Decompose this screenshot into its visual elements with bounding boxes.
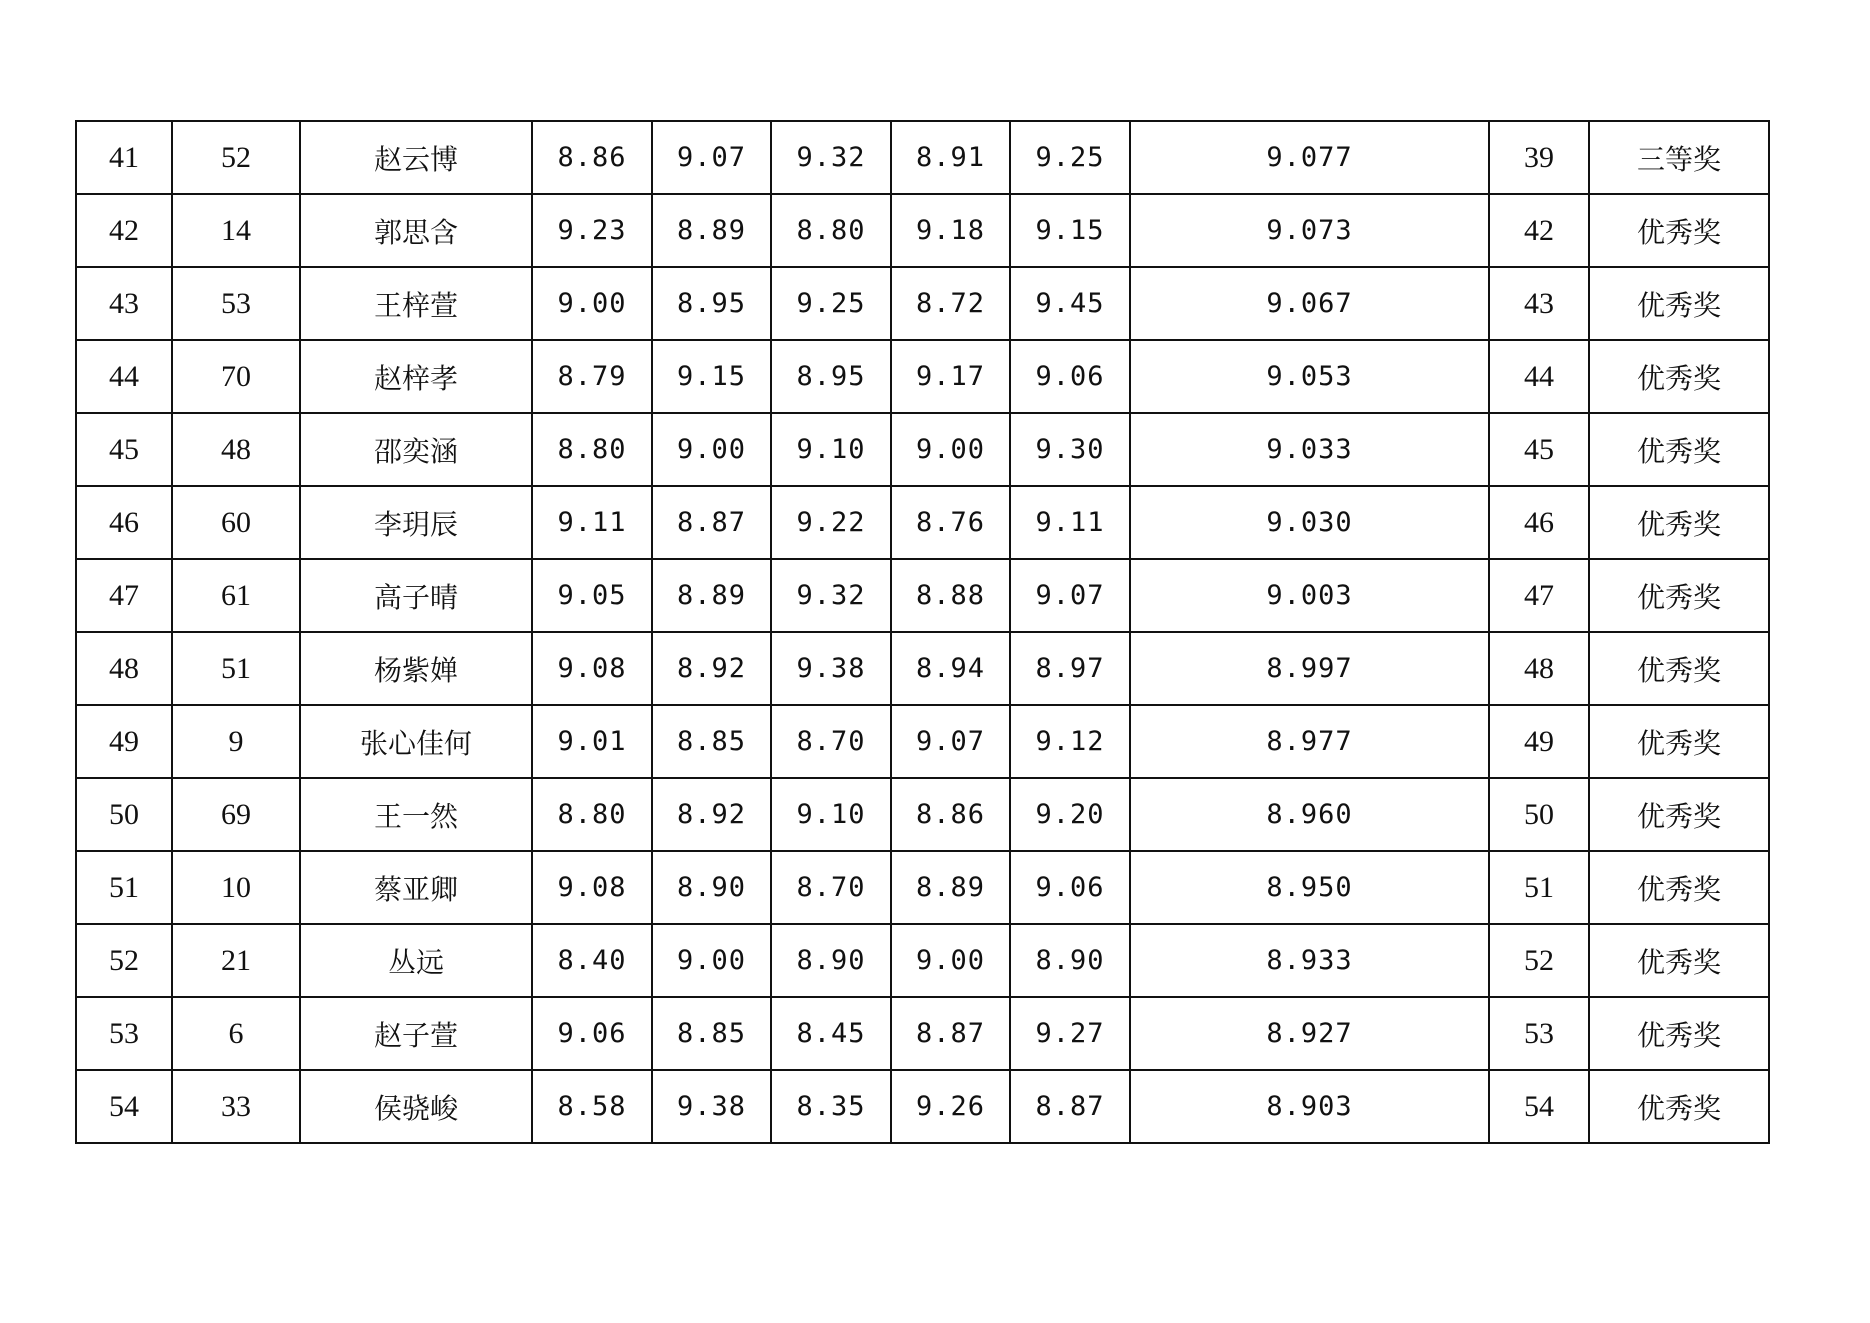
cell-score-2: 8.87 (652, 486, 771, 559)
cell-score-1: 8.80 (532, 778, 652, 851)
table-row (76, 194, 1769, 267)
cell-score-2: 9.07 (652, 121, 771, 194)
cell-score-1: 9.08 (532, 851, 652, 924)
cell-final-score: 9.003 (1130, 559, 1489, 632)
cell-score-1: 9.06 (532, 997, 652, 1070)
cell-seq: 42 (76, 194, 172, 267)
cell-score-3: 9.32 (771, 559, 891, 632)
cell-score-2: 9.00 (652, 924, 771, 997)
cell-rank: 44 (1489, 340, 1589, 413)
cell-score-3: 9.10 (771, 778, 891, 851)
cell-entry-number: 48 (172, 413, 300, 486)
table-row (76, 340, 1769, 413)
cell-final-score: 8.960 (1130, 778, 1489, 851)
cell-rank: 47 (1489, 559, 1589, 632)
cell-score-1: 8.58 (532, 1070, 652, 1143)
cell-score-2: 8.90 (652, 851, 771, 924)
cell-score-4: 8.72 (891, 267, 1010, 340)
cell-entry-number: 69 (172, 778, 300, 851)
cell-score-1: 9.01 (532, 705, 652, 778)
cell-score-5: 9.45 (1010, 267, 1130, 340)
cell-score-3: 8.35 (771, 1070, 891, 1143)
cell-entry-number: 10 (172, 851, 300, 924)
cell-award: 优秀奖 (1589, 340, 1769, 413)
cell-contestant-name: 邵奕涵 (300, 413, 532, 486)
cell-rank: 46 (1489, 486, 1589, 559)
cell-final-score: 8.950 (1130, 851, 1489, 924)
table-row (76, 924, 1769, 997)
cell-score-4: 9.00 (891, 924, 1010, 997)
cell-award: 优秀奖 (1589, 997, 1769, 1070)
cell-score-5: 9.07 (1010, 559, 1130, 632)
cell-entry-number: 33 (172, 1070, 300, 1143)
cell-contestant-name: 蔡亚卿 (300, 851, 532, 924)
cell-rank: 43 (1489, 267, 1589, 340)
cell-score-2: 8.85 (652, 705, 771, 778)
cell-final-score: 9.030 (1130, 486, 1489, 559)
cell-entry-number: 9 (172, 705, 300, 778)
table-body (76, 121, 1769, 1143)
cell-final-score: 9.077 (1130, 121, 1489, 194)
cell-score-2: 9.15 (652, 340, 771, 413)
cell-score-2: 8.89 (652, 559, 771, 632)
cell-score-1: 9.23 (532, 194, 652, 267)
cell-score-5: 9.30 (1010, 413, 1130, 486)
cell-seq: 54 (76, 1070, 172, 1143)
cell-rank: 50 (1489, 778, 1589, 851)
cell-contestant-name: 王梓萱 (300, 267, 532, 340)
cell-score-4: 8.76 (891, 486, 1010, 559)
cell-score-5: 9.06 (1010, 340, 1130, 413)
cell-score-4: 8.94 (891, 632, 1010, 705)
table-row (76, 267, 1769, 340)
cell-score-5: 8.87 (1010, 1070, 1130, 1143)
cell-score-1: 8.79 (532, 340, 652, 413)
cell-award: 优秀奖 (1589, 851, 1769, 924)
cell-score-4: 8.87 (891, 997, 1010, 1070)
cell-seq: 48 (76, 632, 172, 705)
cell-contestant-name: 丛远 (300, 924, 532, 997)
results-table (75, 120, 1770, 1144)
cell-final-score: 9.067 (1130, 267, 1489, 340)
cell-score-2: 8.89 (652, 194, 771, 267)
cell-score-5: 9.15 (1010, 194, 1130, 267)
cell-seq: 50 (76, 778, 172, 851)
cell-score-3: 8.45 (771, 997, 891, 1070)
table-row (76, 632, 1769, 705)
cell-score-1: 8.40 (532, 924, 652, 997)
cell-rank: 39 (1489, 121, 1589, 194)
cell-seq: 51 (76, 851, 172, 924)
cell-score-4: 8.91 (891, 121, 1010, 194)
cell-score-1: 9.08 (532, 632, 652, 705)
cell-entry-number: 60 (172, 486, 300, 559)
cell-seq: 53 (76, 997, 172, 1070)
table-row (76, 413, 1769, 486)
cell-contestant-name: 王一然 (300, 778, 532, 851)
cell-final-score: 8.933 (1130, 924, 1489, 997)
cell-entry-number: 21 (172, 924, 300, 997)
cell-seq: 46 (76, 486, 172, 559)
cell-contestant-name: 李玥辰 (300, 486, 532, 559)
cell-score-5: 9.11 (1010, 486, 1130, 559)
cell-award: 优秀奖 (1589, 267, 1769, 340)
cell-score-2: 9.00 (652, 413, 771, 486)
cell-rank: 53 (1489, 997, 1589, 1070)
cell-rank: 51 (1489, 851, 1589, 924)
cell-seq: 44 (76, 340, 172, 413)
cell-entry-number: 51 (172, 632, 300, 705)
cell-score-1: 8.80 (532, 413, 652, 486)
cell-score-3: 9.25 (771, 267, 891, 340)
cell-seq: 43 (76, 267, 172, 340)
cell-rank: 48 (1489, 632, 1589, 705)
cell-final-score: 8.903 (1130, 1070, 1489, 1143)
cell-award: 优秀奖 (1589, 924, 1769, 997)
cell-score-2: 8.92 (652, 632, 771, 705)
cell-score-5: 8.97 (1010, 632, 1130, 705)
cell-score-3: 8.70 (771, 705, 891, 778)
cell-score-5: 9.20 (1010, 778, 1130, 851)
table-row (76, 559, 1769, 632)
cell-award: 优秀奖 (1589, 705, 1769, 778)
table-row (76, 486, 1769, 559)
cell-score-1: 9.11 (532, 486, 652, 559)
cell-score-4: 9.07 (891, 705, 1010, 778)
cell-award: 优秀奖 (1589, 559, 1769, 632)
cell-final-score: 8.977 (1130, 705, 1489, 778)
cell-contestant-name: 赵梓孝 (300, 340, 532, 413)
cell-entry-number: 6 (172, 997, 300, 1070)
cell-contestant-name: 赵云博 (300, 121, 532, 194)
cell-rank: 54 (1489, 1070, 1589, 1143)
table-row (76, 1070, 1769, 1143)
cell-contestant-name: 高子晴 (300, 559, 532, 632)
cell-score-1: 9.00 (532, 267, 652, 340)
cell-score-1: 9.05 (532, 559, 652, 632)
cell-score-5: 9.06 (1010, 851, 1130, 924)
cell-score-2: 8.95 (652, 267, 771, 340)
cell-final-score: 9.053 (1130, 340, 1489, 413)
cell-score-3: 8.90 (771, 924, 891, 997)
cell-seq: 52 (76, 924, 172, 997)
cell-award: 优秀奖 (1589, 486, 1769, 559)
cell-rank: 52 (1489, 924, 1589, 997)
cell-score-5: 8.90 (1010, 924, 1130, 997)
cell-score-2: 8.85 (652, 997, 771, 1070)
cell-award: 优秀奖 (1589, 632, 1769, 705)
cell-contestant-name: 张心佳何 (300, 705, 532, 778)
cell-final-score: 9.033 (1130, 413, 1489, 486)
cell-score-3: 8.95 (771, 340, 891, 413)
cell-score-3: 9.32 (771, 121, 891, 194)
cell-contestant-name: 杨紫婵 (300, 632, 532, 705)
cell-seq: 49 (76, 705, 172, 778)
cell-entry-number: 53 (172, 267, 300, 340)
cell-seq: 41 (76, 121, 172, 194)
cell-score-4: 9.00 (891, 413, 1010, 486)
cell-award: 优秀奖 (1589, 413, 1769, 486)
cell-score-1: 8.86 (532, 121, 652, 194)
cell-entry-number: 61 (172, 559, 300, 632)
cell-seq: 45 (76, 413, 172, 486)
cell-score-4: 9.18 (891, 194, 1010, 267)
cell-score-3: 8.80 (771, 194, 891, 267)
cell-award: 优秀奖 (1589, 778, 1769, 851)
cell-score-4: 8.89 (891, 851, 1010, 924)
table-row (76, 121, 1769, 194)
cell-score-4: 8.88 (891, 559, 1010, 632)
cell-score-3: 9.22 (771, 486, 891, 559)
cell-entry-number: 14 (172, 194, 300, 267)
cell-score-3: 9.10 (771, 413, 891, 486)
cell-score-3: 8.70 (771, 851, 891, 924)
cell-contestant-name: 侯骁峻 (300, 1070, 532, 1143)
cell-award: 优秀奖 (1589, 1070, 1769, 1143)
cell-final-score: 8.997 (1130, 632, 1489, 705)
cell-score-4: 8.86 (891, 778, 1010, 851)
cell-score-3: 9.38 (771, 632, 891, 705)
cell-score-5: 9.25 (1010, 121, 1130, 194)
table-row (76, 705, 1769, 778)
cell-award: 三等奖 (1589, 121, 1769, 194)
table-row (76, 851, 1769, 924)
cell-score-4: 9.17 (891, 340, 1010, 413)
cell-score-4: 9.26 (891, 1070, 1010, 1143)
table-row (76, 778, 1769, 851)
cell-rank: 45 (1489, 413, 1589, 486)
cell-score-5: 9.27 (1010, 997, 1130, 1070)
cell-contestant-name: 赵子萱 (300, 997, 532, 1070)
cell-award: 优秀奖 (1589, 194, 1769, 267)
cell-final-score: 8.927 (1130, 997, 1489, 1070)
cell-entry-number: 52 (172, 121, 300, 194)
cell-seq: 47 (76, 559, 172, 632)
cell-score-2: 8.92 (652, 778, 771, 851)
cell-rank: 42 (1489, 194, 1589, 267)
cell-score-5: 9.12 (1010, 705, 1130, 778)
cell-score-2: 9.38 (652, 1070, 771, 1143)
cell-rank: 49 (1489, 705, 1589, 778)
cell-entry-number: 70 (172, 340, 300, 413)
table-row (76, 997, 1769, 1070)
cell-final-score: 9.073 (1130, 194, 1489, 267)
cell-contestant-name: 郭思含 (300, 194, 532, 267)
